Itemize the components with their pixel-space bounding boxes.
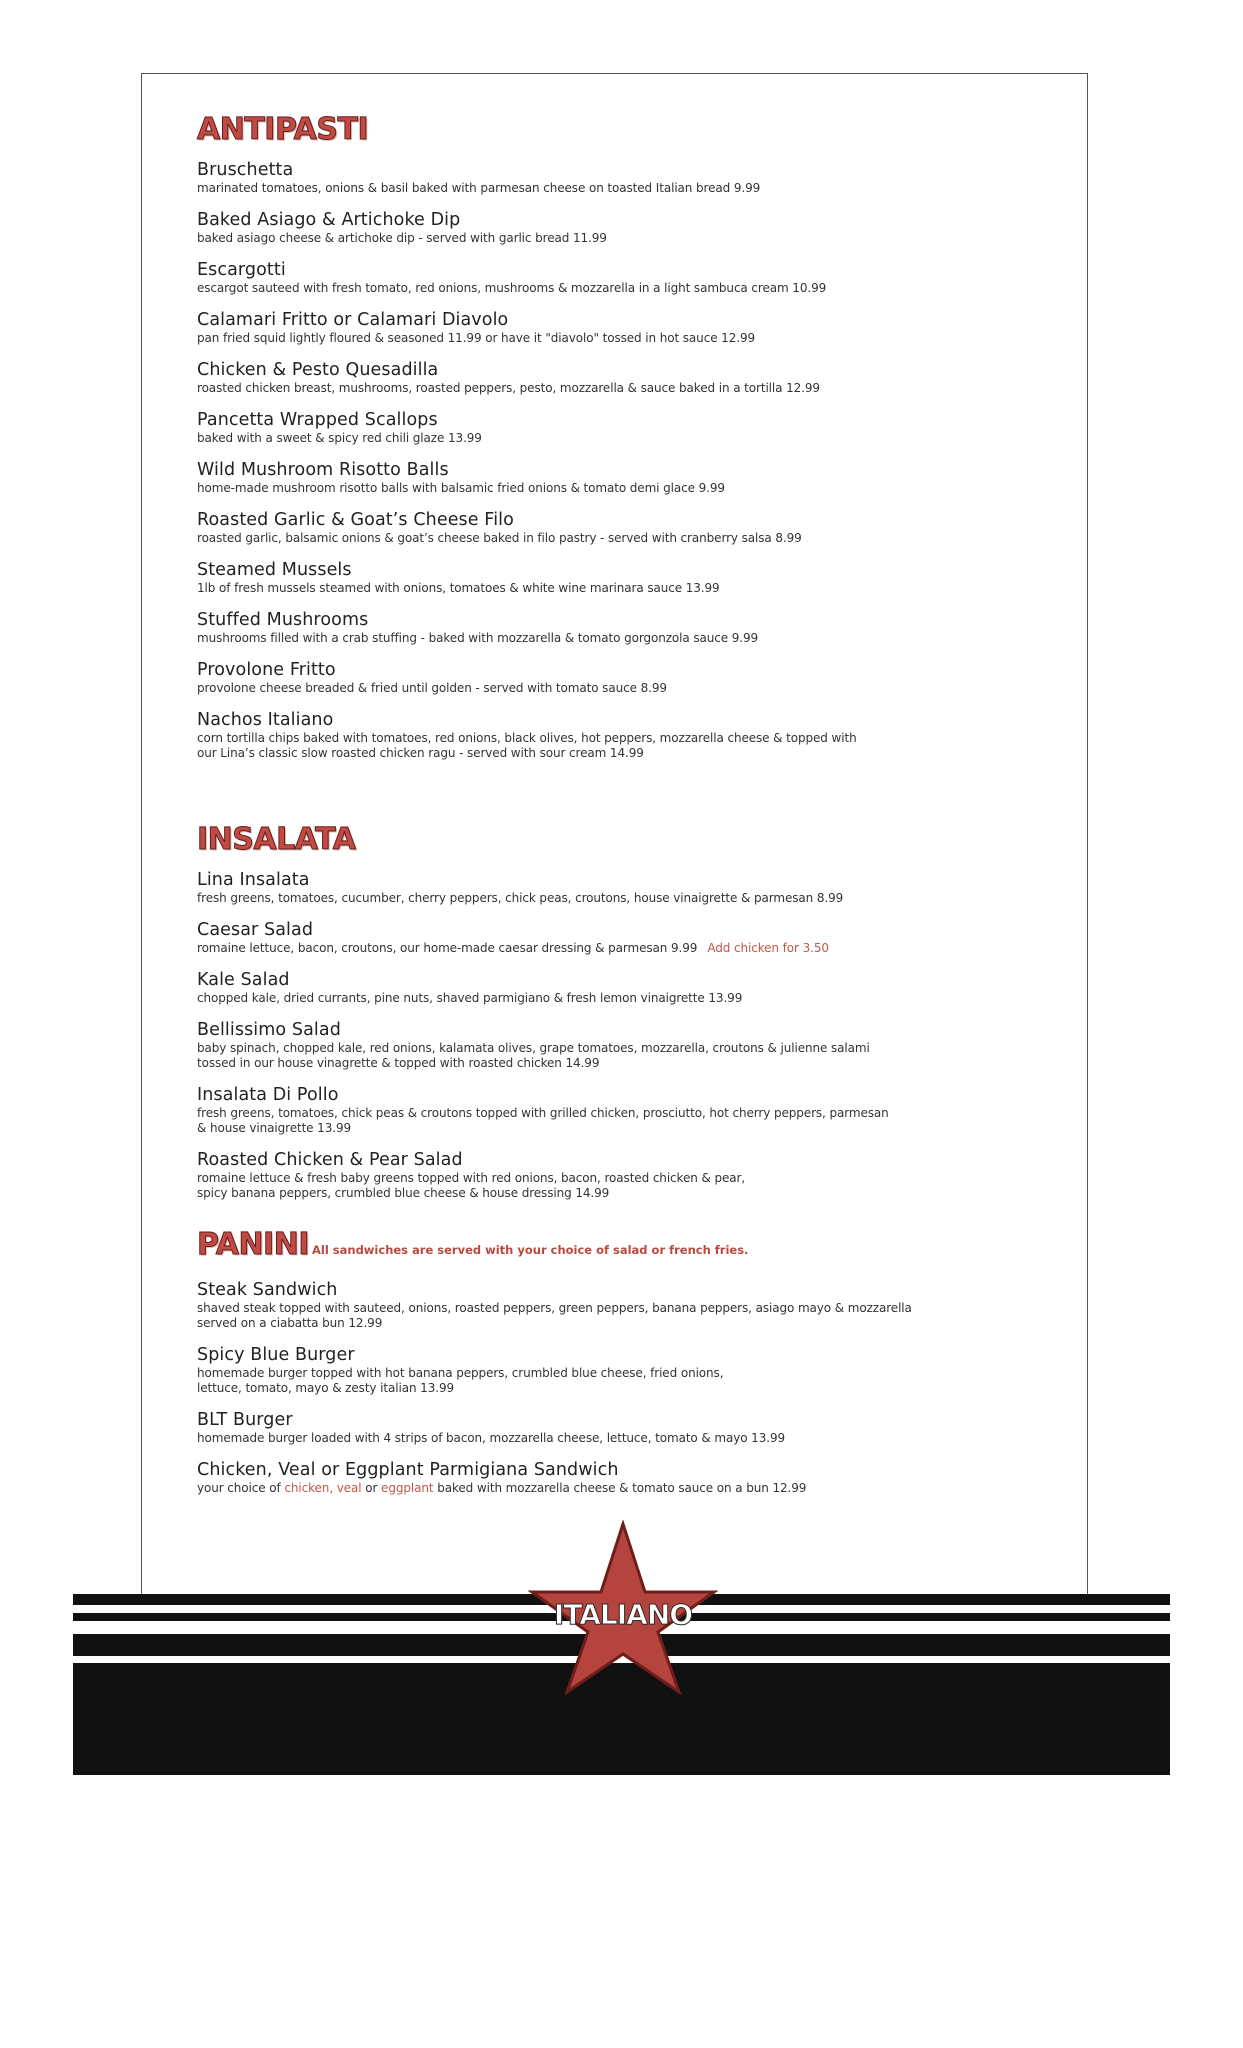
menu-item xyxy=(197,260,1017,296)
desc-option-veal: veal xyxy=(336,1481,362,1495)
item-name: Calamari Fritto or Calamari Diavolo xyxy=(197,310,509,330)
insalata-title: INSALATA xyxy=(197,822,356,857)
menu-item xyxy=(197,1280,1017,1331)
menu-item xyxy=(197,1460,1017,1496)
menu-item xyxy=(197,210,1017,246)
panini-title-row xyxy=(197,1225,1017,1270)
item-description: provolone cheese breaded & fried until golden - served with tomato sauce 8.99 xyxy=(197,681,667,695)
logo-text: ITALIANO xyxy=(553,1598,693,1631)
item-name: Pancetta Wrapped Scallops xyxy=(197,410,438,430)
item-name: Caesar Salad xyxy=(197,920,314,940)
item-name: Roasted Garlic & Goat’s Cheese Filo xyxy=(197,510,514,530)
item-description: shaved steak topped with sauteed, onions, roasted peppers, green peppers, banana peppers, asiago mayo & mozzarella xyxy=(197,1301,912,1315)
item-description: marinated tomatoes, onions & basil baked with parmesan cheese on toasted Italian bread 9.99 xyxy=(197,181,761,195)
item-name: Stuffed Mushrooms xyxy=(197,610,369,630)
item-description-line2: tossed in our house vinagrette & topped with roasted chicken 14.99 xyxy=(197,1056,600,1070)
item-name: Baked Asiago & Artichoke Dip xyxy=(197,210,461,230)
antipasti-title: ANTIPASTI xyxy=(197,112,369,147)
menu-item xyxy=(197,610,1017,646)
item-description: mushrooms filled with a crab stuffing - baked with mozzarella & tomato gorgonzola sauce 9.99 xyxy=(197,631,759,645)
item-name: Insalata Di Pollo xyxy=(197,1085,339,1105)
item-name: BLT Burger xyxy=(197,1410,293,1430)
item-name: Provolone Fritto xyxy=(197,660,336,680)
item-name: Wild Mushroom Risotto Balls xyxy=(197,460,449,480)
item-name: Steamed Mussels xyxy=(197,560,352,580)
panini-note: All sandwiches are served with your choice of salad or french fries. xyxy=(312,1243,749,1257)
menu-item xyxy=(197,870,1017,906)
desc-text: or xyxy=(361,1481,382,1495)
item-description: romaine lettuce & fresh baby greens topped with red onions, bacon, roasted chicken & pear, xyxy=(197,1171,746,1185)
menu-item xyxy=(197,360,1017,396)
item-name: Kale Salad xyxy=(197,970,290,990)
menu-item xyxy=(197,1085,1017,1136)
item-description: fresh greens, tomatoes, chick peas & croutons topped with grilled chicken, prosciutto, hot cherry peppers, parmesan xyxy=(197,1106,889,1120)
desc-text: your choice of xyxy=(197,1481,285,1495)
item-description: escargot sauteed with fresh tomato, red onions, mushrooms & mozzarella in a light sambuca cream 10.99 xyxy=(197,281,827,295)
item-description: corn tortilla chips baked with tomatoes, red onions, black olives, hot peppers, mozzarella cheese & topped with xyxy=(197,731,857,745)
menu-item xyxy=(197,1020,1017,1071)
menu-item xyxy=(197,410,1017,446)
menu-item xyxy=(197,560,1017,596)
item-description xyxy=(197,1481,1017,1496)
item-description-line2: served on a ciabatta bun 12.99 xyxy=(197,1316,383,1330)
item-description: baby spinach, chopped kale, red onions, kalamata olives, grape tomatoes, mozzarella, croutons & julienne salami xyxy=(197,1041,870,1055)
desc-text: baked with mozzarella cheese & tomato sauce on a bun 12.99 xyxy=(433,1481,807,1495)
item-name: Chicken & Pesto Quesadilla xyxy=(197,360,439,380)
item-description-line2: & house vinaigrette 13.99 xyxy=(197,1121,352,1135)
panini-title: PANINI xyxy=(197,1227,309,1262)
desc-option-chicken: chicken xyxy=(284,1481,330,1495)
menu-item xyxy=(197,1410,1017,1446)
add-on-note: Add chicken for 3.50 xyxy=(707,941,829,955)
item-description: roasted chicken breast, mushrooms, roasted peppers, pesto, mozzarella & sauce baked in a tortilla 12.99 xyxy=(197,381,820,395)
item-description-line2: our Lina’s classic slow roasted chicken ragu - served with sour cream 14.99 xyxy=(197,746,644,760)
item-name: Nachos Italiano xyxy=(197,710,334,730)
item-description-line2: lettuce, tomato, mayo & zesty italian 13.99 xyxy=(197,1381,455,1395)
item-description: pan fried squid lightly floured & seasoned 11.99 or have it "diavolo" tossed in hot sauce 12.99 xyxy=(197,331,756,345)
item-description: 1lb of fresh mussels steamed with onions, tomatoes & white wine marinara sauce 13.99 xyxy=(197,581,720,595)
desc-option-eggplant: eggplant xyxy=(381,1481,434,1495)
insalata-section xyxy=(197,820,1017,1215)
item-description: homemade burger topped with hot banana peppers, crumbled blue cheese, fried onions, xyxy=(197,1366,724,1380)
menu-item xyxy=(197,160,1017,196)
item-description: baked asiago cheese & artichoke dip - served with garlic bread 11.99 xyxy=(197,231,607,245)
item-name: Bruschetta xyxy=(197,160,294,180)
menu-item xyxy=(197,970,1017,1006)
menu-item xyxy=(197,1345,1017,1396)
item-name: Roasted Chicken & Pear Salad xyxy=(197,1150,463,1170)
item-name: Chicken, Veal or Eggplant Parmigiana Sandwich xyxy=(197,1460,619,1480)
menu-item xyxy=(197,310,1017,346)
item-description: chopped kale, dried currants, pine nuts, shaved parmigiano & fresh lemon vinaigrette 13.99 xyxy=(197,991,743,1005)
item-description: homemade burger loaded with 4 strips of bacon, mozzarella cheese, lettuce, tomato & mayo 13.99 xyxy=(197,1431,786,1445)
item-description: roasted garlic, balsamic onions & goat’s cheese baked in filo pastry - served with cranberry salsa 8.99 xyxy=(197,531,802,545)
item-description: baked with a sweet & spicy red chili glaze 13.99 xyxy=(197,431,482,445)
item-description-line2: spicy banana peppers, crumbled blue cheese & house dressing 14.99 xyxy=(197,1186,610,1200)
item-name: Lina Insalata xyxy=(197,870,310,890)
item-name: Steak Sandwich xyxy=(197,1280,338,1300)
item-description-text: romaine lettuce, bacon, croutons, our home-made caesar dressing & parmesan 9.99 xyxy=(197,941,698,955)
menu-item xyxy=(197,1150,1017,1201)
panini-section xyxy=(197,1225,1017,1510)
item-name: Escargotti xyxy=(197,260,286,280)
menu-item xyxy=(197,660,1017,696)
item-description: fresh greens, tomatoes, cucumber, cherry peppers, chick peas, croutons, house vinaigrette & parmesan 8.99 xyxy=(197,891,844,905)
item-description xyxy=(197,941,1017,956)
item-description: home-made mushroom risotto balls with balsamic fried onions & tomato demi glace 9.99 xyxy=(197,481,725,495)
menu-item xyxy=(197,920,1017,956)
menu-item xyxy=(197,710,1017,761)
menu-item xyxy=(197,510,1017,546)
desc-separator: , xyxy=(329,1481,337,1495)
antipasti-section xyxy=(197,110,1017,775)
menu-item xyxy=(197,460,1017,496)
item-name: Bellissimo Salad xyxy=(197,1020,341,1040)
item-name: Spicy Blue Burger xyxy=(197,1345,355,1365)
